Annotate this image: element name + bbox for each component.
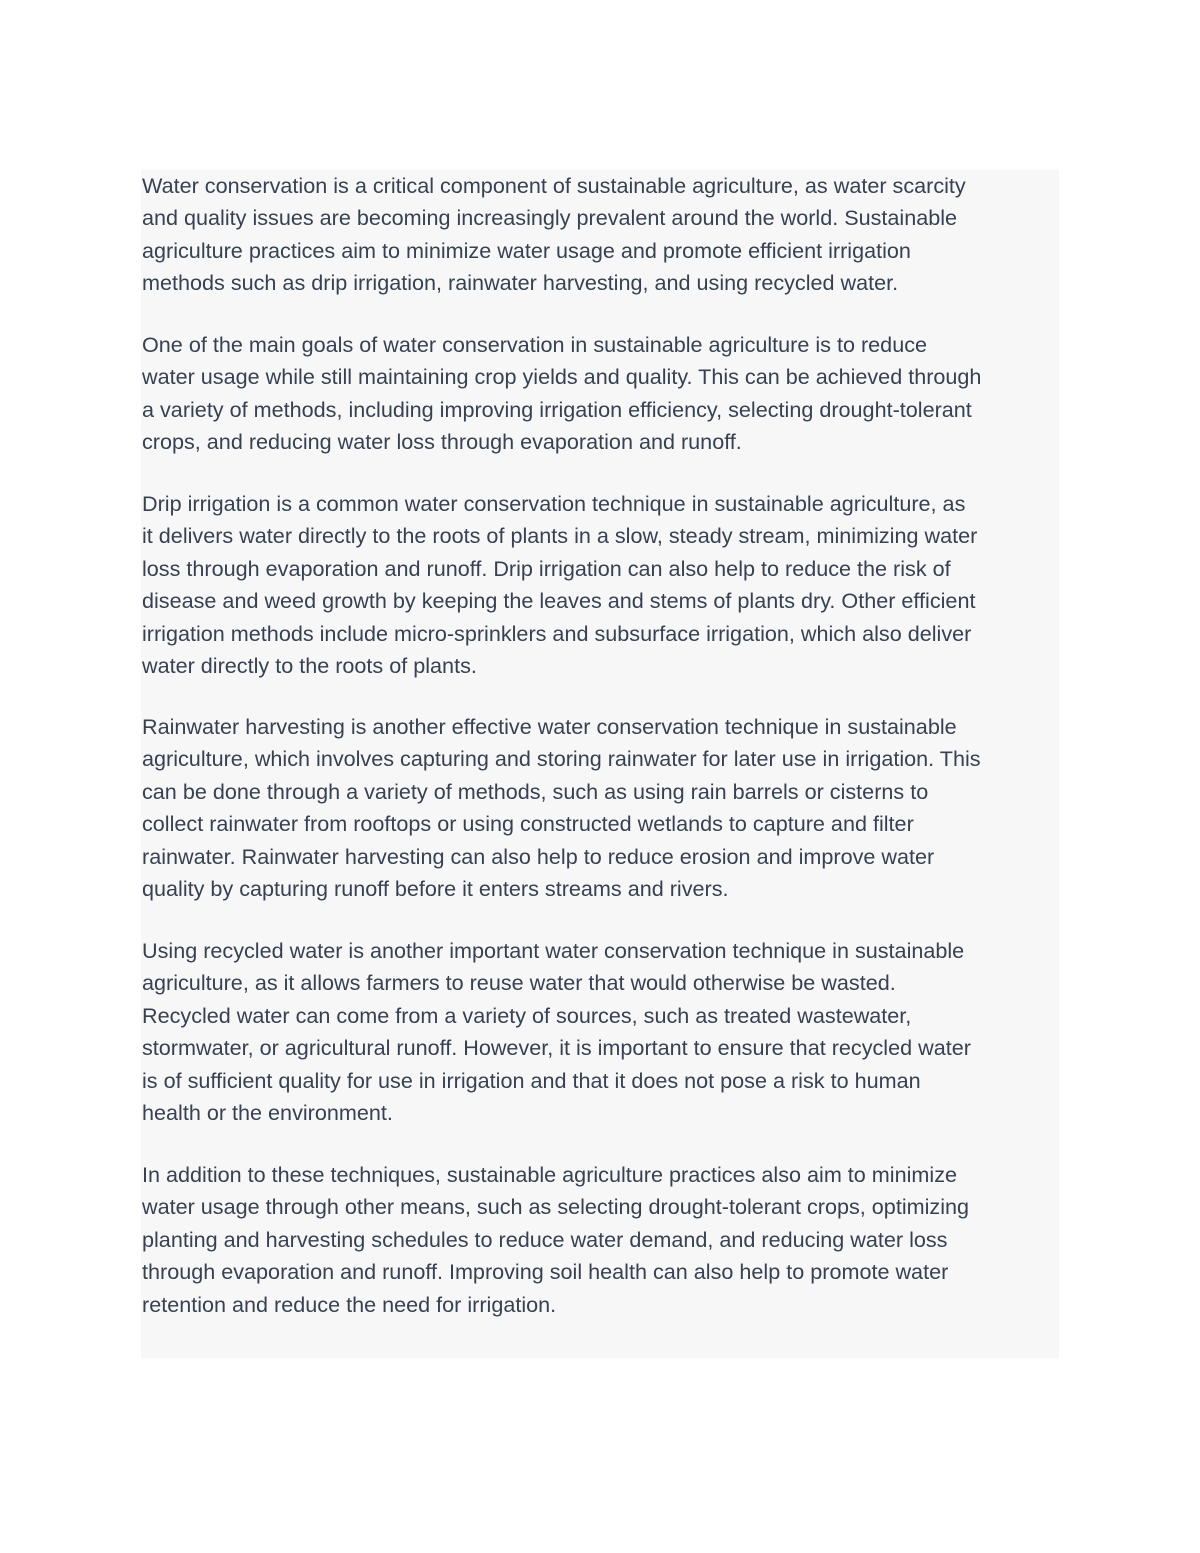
text-line: loss through evaporation and runoff. Drip irrigation can also help to reduce the risk of [142,555,951,581]
paragraph-main-goals [142,329,981,459]
text-line: rainwater. Rainwater harvesting can also help to reduce erosion and improve water [142,843,935,869]
text-line: retention and reduce the need for irrigation. [142,1291,557,1317]
text-line: planting and harvesting schedules to reduce water demand, and reducing water loss [142,1226,948,1252]
text-line: Using recycled water is another important water conservation technique in sustainable [142,938,965,963]
text-line: Water conservation is a critical component of sustainable agriculture, as water scarcity [142,173,966,198]
text-line: and quality issues are becoming increasingly prevalent around the world. Sustainable [142,205,958,231]
text-line: health or the environment. [142,1100,393,1126]
text-line: Drip irrigation is a common water conservation technique in sustainable agriculture, as [142,491,966,516]
text-line: collect rainwater from rooftops or using constructed wetlands to capture and filter [142,811,914,837]
text-line: agriculture, as it allows farmers to reuse water that would otherwise be wasted. [142,970,896,996]
text-line: is of sufficient quality for use in irrigation and that it does not pose a risk to human [142,1067,921,1093]
text-line: agriculture practices aim to minimize water usage and promote efficient irrigation [142,237,911,263]
text-line: it delivers water directly to the roots of plants in a slow, steady stream, minimizing water [142,523,978,549]
paragraph-other-means [142,1159,969,1321]
text-line: a variety of methods, including improving irrigation efficiency, selecting drought-tolerant [142,396,972,422]
text-line: Recycled water can come from a variety of sources, such as treated wastewater, [142,1002,912,1028]
text-line: In addition to these techniques, sustainable agriculture practices also aim to minimize [142,1162,957,1187]
text-line: through evaporation and runoff. Improving soil health can also help to promote water [142,1259,949,1285]
paragraph-rainwater-harvesting [142,711,981,905]
text-line: stormwater, or agricultural runoff. However, it is important to ensure that recycled water [142,1035,971,1061]
text-line: agriculture, which involves capturing and storing rainwater for later use in irrigation. This [142,746,981,772]
text-line: methods such as drip irrigation, rainwater harvesting, and using recycled water. [142,270,899,296]
text-line: irrigation methods include micro-sprinklers and subsurface irrigation, which also deliver [142,620,972,646]
text-line: water usage through other means, such as selecting drought-tolerant crops, optimizing [142,1194,970,1220]
paragraph-drip-irrigation [142,488,977,682]
document-body [141,170,1059,1358]
text-line: quality by capturing runoff before it enters streams and rivers. [142,876,729,902]
text-line: Rainwater harvesting is another effective water conservation technique in sustainable [142,714,957,739]
paragraph-water-conservation [142,170,966,300]
text-line: water directly to the roots of plants. [142,653,477,679]
text-line: water usage while still maintaining crop yields and quality. This can be achieved through [142,364,982,390]
text-line: disease and weed growth by keeping the leaves and stems of plants dry. Other efficient [142,588,976,614]
text-line: can be done through a variety of methods, such as using rain barrels or cisterns to [142,778,929,804]
text-line: crops, and reducing water loss through evaporation and runoff. [142,429,742,455]
text-line: One of the main goals of water conservation in sustainable agriculture is to reduce [142,332,928,357]
paragraph-recycled-water [142,935,971,1129]
